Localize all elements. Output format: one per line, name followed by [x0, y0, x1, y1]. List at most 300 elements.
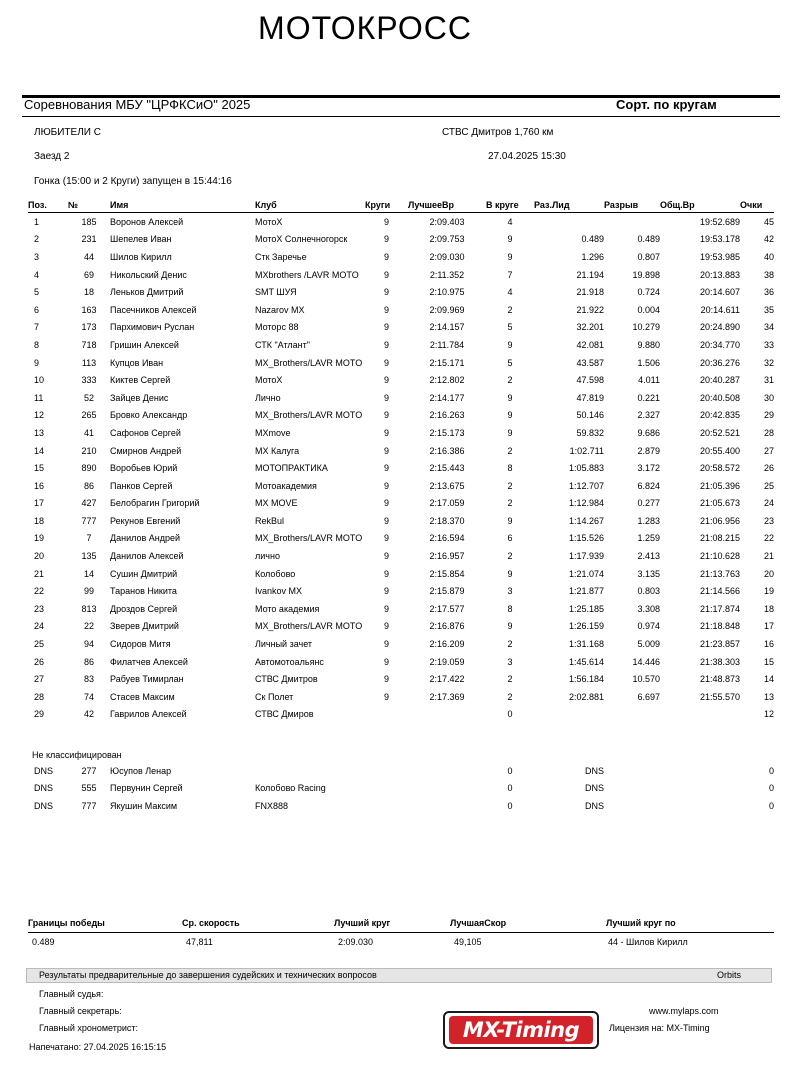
cell-points: 20: [763, 568, 774, 579]
cell-gap: 3.135: [637, 568, 660, 579]
heat-label: Заезд 2: [34, 151, 70, 162]
cell-name: Рекунов Евгений: [110, 515, 181, 526]
cell-gap-leader: 1:21.074: [568, 568, 604, 579]
cell-in-lap: 2: [507, 480, 513, 491]
cell-points: 0: [768, 783, 774, 794]
cell-club: МотоX: [255, 375, 283, 386]
cell-points: 27: [763, 445, 774, 456]
cell-name: Пасечников Алексей: [110, 304, 197, 315]
cell-points: 25: [763, 480, 774, 491]
cell-in-lap: 8: [507, 463, 513, 474]
cell-pos: 27: [34, 674, 45, 685]
not-classified-label: Не классифицирован: [32, 750, 122, 760]
cell-name: Киктев Сергей: [110, 375, 171, 386]
chief-judge-label: Главный судья:: [39, 989, 104, 999]
cell-club: MX_Brothers/LAVR MOTO: [255, 533, 363, 544]
cell-points: 42: [763, 234, 774, 245]
cell-gap-leader: 1:56.184: [568, 674, 604, 685]
cell-club: RekBul: [255, 515, 285, 526]
cell-club: МотоX: [255, 216, 283, 227]
cell-in-lap: 2: [507, 304, 513, 315]
cell-best-time: 2:19.059: [429, 656, 465, 667]
cell-number: 173: [81, 322, 97, 333]
cell-club: [255, 762, 365, 780]
cell-number: 135: [81, 551, 97, 562]
cell-best-time: 2:10.975: [429, 287, 465, 298]
cell-points: 15: [763, 656, 774, 667]
table-row: [28, 213, 774, 231]
cell-club: SMT ШУЯ: [255, 287, 297, 298]
cell-gap-leader: 0.489: [581, 234, 604, 245]
cell-points: 21: [763, 551, 774, 562]
cell-number: 163: [81, 304, 97, 315]
cell-laps: 9: [383, 603, 389, 614]
cell-points: 35: [763, 304, 774, 315]
summary-header: Лучший круг по: [606, 918, 676, 928]
cell-gap: 1.283: [637, 515, 660, 526]
cell-laps: 9: [383, 410, 389, 421]
cell-laps: 9: [383, 568, 389, 579]
table-row: [28, 336, 774, 354]
col-gap: Разрыв: [604, 198, 660, 213]
cell-gap: 4.011: [638, 375, 660, 386]
cell-gap: [604, 780, 660, 798]
cell-total-time: 20:24.890: [699, 322, 740, 333]
cell-gap: 3.172: [637, 463, 660, 474]
cell-name: Сидоров Митя: [110, 639, 171, 650]
cell-number: 42: [83, 709, 94, 720]
cell-in-lap: 0: [507, 800, 513, 811]
cell-name: Воронов Алексей: [110, 216, 184, 227]
cell-gap: 6.697: [637, 691, 660, 702]
cell-pos: 18: [34, 515, 45, 526]
notice-text: Результаты предварительные до завершения судейских и технических вопросов: [39, 970, 377, 980]
col-best-time: ЛучшееВр: [408, 198, 486, 213]
cell-name: Воробьев Юрий: [110, 463, 178, 474]
cell-name: Белобрагин Григорий: [110, 498, 200, 509]
cell-laps: 9: [383, 691, 389, 702]
cell-in-lap: 6: [507, 533, 513, 544]
cell-gap-leader: 1:12.707: [568, 480, 604, 491]
cell-name: Стасев Максим: [110, 691, 175, 702]
license-text: Лицензия на: MX-Timing: [609, 1023, 710, 1033]
cell-points: 14: [763, 674, 774, 685]
cell-in-lap: 2: [507, 639, 513, 650]
cell-gap: 2.413: [637, 551, 660, 562]
cell-gap: [604, 706, 660, 724]
cell-number: 718: [81, 339, 97, 350]
cell-in-lap: 4: [507, 216, 513, 227]
cell-number: 22: [83, 621, 94, 632]
cell-club: Ск Полет: [255, 691, 294, 702]
cell-name: Смирнов Андрей: [110, 445, 182, 456]
cell-points: 26: [763, 463, 774, 474]
cell-gap: 0.974: [637, 621, 660, 632]
table-row: [28, 565, 774, 583]
cell-gap-leader: 1:12.984: [568, 498, 604, 509]
cell-in-lap: 9: [507, 621, 513, 632]
cell-points: 16: [763, 639, 774, 650]
cell-in-lap: 0: [507, 765, 513, 776]
cell-best-time: 2:09.403: [429, 216, 465, 227]
table-row: [28, 582, 774, 600]
cell-pos: 26: [34, 656, 45, 667]
cell-pos: 24: [34, 621, 45, 632]
cell-number: 277: [81, 765, 97, 776]
cell-pos: 29: [34, 709, 45, 720]
table-row: [28, 512, 774, 530]
cell-club: MX_Brothers/LAVR MOTO: [255, 410, 363, 421]
cell-pos: 13: [34, 427, 45, 438]
cell-name: Шепелев Иван: [110, 234, 172, 245]
cell-gap-leader: 1:15.526: [568, 533, 604, 544]
col-points: Очки: [740, 198, 774, 213]
cell-club: MX MOVE: [255, 498, 298, 509]
cell-gap: 0.803: [637, 586, 660, 597]
cell-number: 69: [83, 269, 94, 280]
cell-in-lap: 0: [507, 783, 513, 794]
cell-club: СТК "Атлант": [255, 339, 310, 350]
cell-gap: 3.308: [637, 603, 660, 614]
col-gap-leader: Раз.Лид: [534, 198, 604, 213]
cell-pos: DNS: [34, 765, 54, 776]
cell-total-time: [660, 706, 740, 724]
cell-best-time: 2:16.594: [429, 533, 465, 544]
cell-club: Колобово Racing: [255, 783, 326, 794]
cell-points: 13: [763, 691, 774, 702]
table-row: [28, 266, 774, 284]
cell-total-time: 20:14.607: [699, 287, 740, 298]
cell-gap: 2.327: [637, 410, 660, 421]
table-row: [28, 389, 774, 407]
cell-laps: 9: [383, 533, 389, 544]
cell-laps: 9: [383, 586, 389, 597]
cell-in-lap: 5: [507, 357, 513, 368]
cell-best-time: 2:11.352: [429, 269, 465, 280]
cell-laps: [365, 797, 408, 815]
cell-total-time: [660, 762, 740, 780]
cell-gap: 9.686: [637, 427, 660, 438]
cell-pos: 3: [34, 251, 40, 262]
cell-pos: 14: [34, 445, 45, 456]
cell-pos: 22: [34, 586, 45, 597]
cell-total-time: 21:13.763: [699, 568, 740, 579]
cell-total-time: [660, 797, 740, 815]
cell-gap-leader: 1:21.877: [568, 586, 604, 597]
cell-gap: 0.004: [637, 304, 660, 315]
table-row: [28, 442, 774, 460]
cell-points: 0: [768, 765, 774, 776]
cell-name: Шилов Кирилл: [110, 251, 172, 262]
cell-name: Гаврилов Алексей: [110, 709, 187, 720]
cell-in-lap: 2: [507, 674, 513, 685]
cell-in-lap: 9: [507, 427, 513, 438]
col-number: №: [68, 198, 110, 213]
cell-in-lap: 2: [507, 375, 513, 386]
cell-total-time: 21:14.566: [699, 586, 740, 597]
cell-pos: 15: [34, 463, 45, 474]
cell-points: 24: [763, 498, 774, 509]
cell-laps: 9: [383, 357, 389, 368]
cell-pos: 6: [34, 304, 40, 315]
cell-total-time: 19:52.689: [699, 216, 740, 227]
cell-club: лично: [255, 551, 280, 562]
cell-club: МотоX Солнечногорск: [255, 234, 348, 245]
table-row: [28, 547, 774, 565]
cell-best-time: 2:17.059: [429, 498, 465, 509]
table-row: [28, 495, 774, 513]
table-row: [28, 248, 774, 266]
cell-points: 23: [763, 515, 774, 526]
race-info: Гонка (15:00 и 2 Круги) запущен в 15:44:16: [34, 176, 232, 187]
cell-laps: 9: [383, 463, 389, 474]
cell-name: Зайцев Денис: [110, 392, 169, 403]
cell-club: Личный зачет: [255, 639, 313, 650]
cell-club: MX_Brothers/LAVR MOTO: [255, 357, 363, 368]
table-row: [28, 653, 774, 671]
cell-best-time: [408, 780, 486, 798]
cell-best-time: 2:15.171: [429, 357, 465, 368]
cell-total-time: 21:05.396: [699, 480, 740, 491]
cell-gap: 5.009: [637, 639, 660, 650]
cell-pos: 23: [34, 603, 45, 614]
summary-value: 2:09.030: [338, 937, 374, 947]
cell-name: Первунин Сергей: [110, 783, 183, 794]
cell-pos: 8: [34, 339, 40, 350]
cell-points: 34: [763, 322, 774, 333]
cell-pos: 21: [34, 568, 45, 579]
table-row: [28, 670, 774, 688]
cell-total-time: 20:40.287: [699, 375, 740, 386]
cell-gap-leader: 1:02.711: [569, 445, 604, 456]
cell-gap-leader: 1:45.614: [568, 656, 604, 667]
cell-total-time: 21:05.673: [699, 498, 740, 509]
cell-number: 185: [81, 216, 97, 227]
table-row: [28, 371, 774, 389]
cell-number: 86: [83, 480, 94, 491]
cell-gap-leader: 42.081: [576, 339, 604, 350]
cell-pos: 10: [34, 375, 45, 386]
cell-gap-leader: 1:17.939: [568, 551, 604, 562]
cell-laps: 9: [383, 551, 389, 562]
cell-laps: 9: [383, 269, 389, 280]
cell-gap-leader: 43.587: [576, 357, 604, 368]
table-row: [28, 301, 774, 319]
cell-points: 12: [763, 709, 774, 720]
mx-timing-logo: [443, 1011, 599, 1049]
cell-gap-leader: DNS: [584, 783, 604, 794]
cell-total-time: 20:34.770: [699, 339, 740, 350]
cell-club: СТВС Дмиров: [255, 709, 314, 720]
cell-total-time: 20:36.276: [699, 357, 740, 368]
cell-name: Юсупов Ленар: [110, 765, 172, 776]
cell-laps: 9: [383, 639, 389, 650]
cell-points: 18: [763, 603, 774, 614]
cell-gap-leader: 47.598: [576, 375, 604, 386]
cell-gap-leader: DNS: [584, 765, 604, 776]
cell-number: 427: [81, 498, 97, 509]
cell-pos: 19: [34, 533, 45, 544]
cell-points: 33: [763, 339, 774, 350]
cell-best-time: 2:15.879: [429, 586, 465, 597]
cell-points: 38: [763, 269, 774, 280]
website-link[interactable]: www.mylaps.com: [649, 1006, 719, 1016]
table-row: [28, 600, 774, 618]
cell-gap-leader: 21.918: [576, 287, 604, 298]
cell-in-lap: 3: [507, 586, 513, 597]
summary-rule: [28, 932, 774, 933]
cell-best-time: 2:09.753: [429, 234, 465, 245]
cell-total-time: 20:52.521: [699, 427, 740, 438]
cell-in-lap: 9: [507, 410, 513, 421]
table-row: [28, 780, 774, 798]
cell-in-lap: 2: [507, 691, 513, 702]
cell-in-lap: 9: [507, 339, 513, 350]
cell-gap: 9.880: [637, 339, 660, 350]
cell-total-time: 20:40.508: [699, 392, 740, 403]
cell-best-time: 2:14.177: [429, 392, 465, 403]
cell-pos: 20: [34, 551, 45, 562]
table-row: [28, 231, 774, 249]
table-row: [28, 618, 774, 636]
cell-laps: 9: [383, 304, 389, 315]
cell-best-time: [408, 797, 486, 815]
cell-points: 29: [763, 410, 774, 421]
summary-header: Границы победы: [28, 918, 105, 928]
cell-gap-leader: 1.296: [581, 251, 604, 262]
cell-gap: 0.489: [637, 234, 660, 245]
cell-club: Стк Заречье: [255, 251, 307, 262]
cell-gap-leader: 2:02.881: [568, 691, 604, 702]
col-name: Имя: [110, 198, 255, 213]
cell-name: Леньков Дмитрий: [110, 287, 184, 298]
cell-number: 52: [83, 392, 94, 403]
cell-pos: 1: [34, 216, 40, 227]
cell-in-lap: 9: [507, 234, 513, 245]
cell-total-time: 19:53.985: [699, 251, 740, 262]
cell-number: 113: [81, 357, 97, 368]
sort-label: Сорт. по кругам: [616, 97, 717, 112]
cell-pos: DNS: [34, 800, 54, 811]
cell-gap: 2.879: [637, 445, 660, 456]
cell-best-time: 2:13.675: [429, 480, 465, 491]
cell-number: 74: [83, 691, 94, 702]
cell-laps: [365, 780, 408, 798]
cell-in-lap: 5: [507, 322, 513, 333]
col-laps: Круги: [365, 198, 408, 213]
summary-value: 47,811: [186, 937, 213, 947]
cell-number: 777: [81, 800, 97, 811]
cell-laps: 9: [383, 375, 389, 386]
cell-best-time: [408, 706, 486, 724]
cell-name: Гришин Алексей: [110, 339, 179, 350]
cell-best-time: 2:11.784: [429, 339, 465, 350]
class-name: ЛЮБИТЕЛИ С: [34, 127, 101, 138]
cell-number: 265: [81, 410, 97, 421]
cell-name: Никольский Денис: [110, 269, 187, 280]
cell-club: MX_Brothers/LAVR MOTO: [255, 621, 363, 632]
cell-points: 0: [768, 800, 774, 811]
cell-laps: 9: [383, 656, 389, 667]
cell-gap: 0.807: [637, 251, 660, 262]
cell-in-lap: 9: [507, 251, 513, 262]
results-table: [28, 198, 774, 723]
track-info: СТВС Дмитров 1,760 км: [442, 127, 554, 138]
cell-total-time: 21:10.628: [699, 551, 740, 562]
cell-gap: [604, 797, 660, 815]
cell-in-lap: 4: [507, 287, 513, 298]
cell-name: Зверев Дмитрий: [110, 621, 179, 632]
cell-points: 40: [763, 251, 774, 262]
printed-timestamp: Напечатано: 27.04.2025 16:15:15: [29, 1042, 167, 1052]
cell-number: 890: [81, 463, 97, 474]
col-club: Клуб: [255, 198, 365, 213]
race-datetime: 27.04.2025 15:30: [488, 151, 566, 162]
cell-gap: 1.506: [637, 357, 660, 368]
cell-number: 555: [81, 783, 97, 794]
cell-gap: 19.898: [632, 269, 660, 280]
cell-best-time: 2:15.173: [429, 427, 465, 438]
chief-timekeeper-label: Главный хронометрист:: [39, 1023, 139, 1033]
cell-laps: 9: [383, 322, 389, 333]
cell-points: 45: [763, 216, 774, 227]
cell-points: 22: [763, 533, 774, 544]
cell-laps: 9: [383, 515, 389, 526]
cell-pos: 25: [34, 639, 45, 650]
cell-gap-leader: 59.832: [576, 427, 604, 438]
cell-name: Сушин Дмитрий: [110, 568, 178, 579]
summary-value: 0.489: [32, 937, 55, 947]
table-row: [28, 459, 774, 477]
table-row: [28, 635, 774, 653]
cell-name: Филатчев Алексей: [110, 656, 188, 667]
cell-pos: 16: [34, 480, 45, 491]
cell-laps: 9: [383, 287, 389, 298]
cell-laps: 9: [383, 392, 389, 403]
cell-number: 231: [81, 234, 97, 245]
cell-best-time: 2:17.369: [429, 691, 465, 702]
cell-club: Мото академия: [255, 603, 320, 614]
table-row: [28, 706, 774, 724]
table-row: [28, 688, 774, 706]
cell-club: FNX888: [255, 800, 289, 811]
cell-pos: 28: [34, 691, 45, 702]
summary-header: Лучший круг: [334, 918, 391, 928]
cell-gap: 0.277: [637, 498, 660, 509]
cell-name: Рабуев Тимирлан: [110, 674, 184, 685]
cell-total-time: 21:08.215: [699, 533, 740, 544]
table-row: [28, 530, 774, 548]
cell-gap-leader: DNS: [584, 800, 604, 811]
cell-best-time: 2:16.957: [429, 551, 465, 562]
cell-points: 30: [763, 392, 774, 403]
cell-in-lap: 2: [507, 445, 513, 456]
cell-club: МОТОПРАКТИКА: [255, 463, 328, 474]
cell-number: 44: [83, 251, 94, 262]
cell-total-time: 20:55.400: [699, 445, 740, 456]
cell-laps: 9: [383, 674, 389, 685]
cell-points: 19: [763, 586, 774, 597]
cell-club: СТВС Дмитров: [255, 674, 318, 685]
cell-name: Данилов Андрей: [110, 533, 181, 544]
cell-gap-leader: [534, 213, 604, 231]
not-classified-table: [28, 762, 774, 815]
cell-in-lap: 2: [507, 498, 513, 509]
cell-best-time: 2:16.263: [429, 410, 465, 421]
cell-laps: [365, 762, 408, 780]
cell-laps: 9: [383, 498, 389, 509]
cell-pos: 5: [34, 287, 40, 298]
